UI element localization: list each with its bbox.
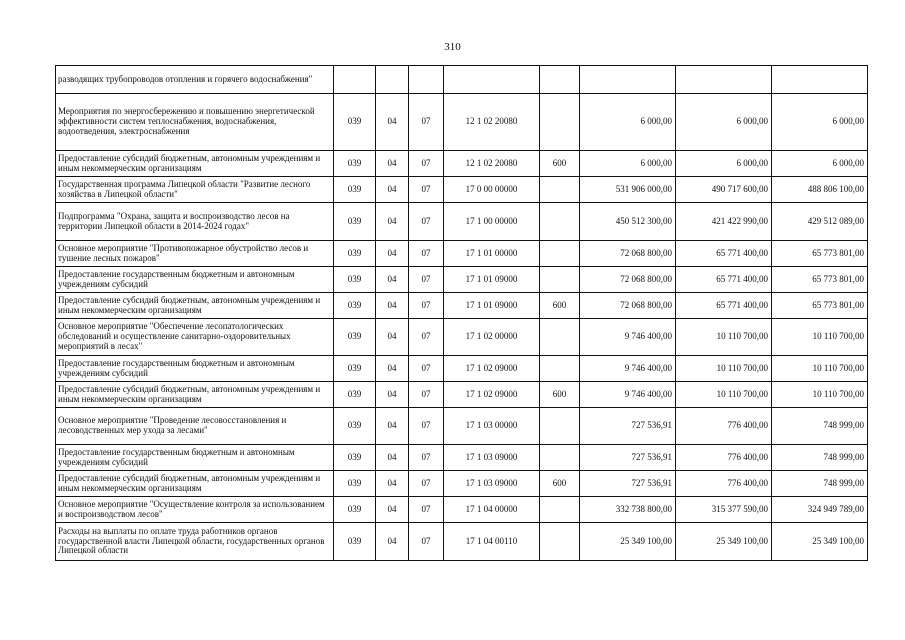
row-expense-type <box>540 203 580 241</box>
row-section-code: 04 <box>376 177 409 203</box>
row-expense-type <box>540 267 580 293</box>
row-expense-type: 600 <box>540 151 580 177</box>
row-section-code: 04 <box>376 267 409 293</box>
row-target-article: 17 1 03 09000 <box>444 471 540 497</box>
row-sum-year-3: 10 110 700,00 <box>772 382 868 408</box>
row-ministry-code: 039 <box>334 497 376 523</box>
row-ministry-code: 039 <box>334 203 376 241</box>
table-row <box>56 382 868 408</box>
row-ministry-code: 039 <box>334 94 376 151</box>
row-name: Предоставление государственным бюджетным и автономным учреждениям субсидий <box>56 267 334 293</box>
table-row <box>56 293 868 319</box>
row-sum-year-1: 9 746 400,00 <box>580 356 676 382</box>
row-sum-year-1: 727 536,91 <box>580 471 676 497</box>
row-name: Предоставление субсидий бюджетным, автономным учреждениям и иным некоммерческим организациям <box>56 382 334 408</box>
row-name: Предоставление субсидий бюджетным, автономным учреждениям и иным некоммерческим организациям <box>56 151 334 177</box>
row-sum-year-1: 72 068 800,00 <box>580 293 676 319</box>
row-subsection-code <box>409 66 444 94</box>
row-name: Предоставление субсидий бюджетным, автономным учреждениям и иным некоммерческим организациям <box>56 293 334 319</box>
row-sum-year-2: 10 110 700,00 <box>676 319 772 356</box>
row-sum-year-2: 315 377 590,00 <box>676 497 772 523</box>
row-sum-year-3: 748 999,00 <box>772 408 868 445</box>
row-sum-year-1: 727 536,91 <box>580 408 676 445</box>
row-sum-year-1: 727 536,91 <box>580 445 676 471</box>
row-sum-year-1: 6 000,00 <box>580 151 676 177</box>
row-name: Подпрограмма "Охрана, защита и воспроизводство лесов на территории Липецкой области в 2014-2024 годах" <box>56 203 334 241</box>
row-section-code: 04 <box>376 293 409 319</box>
table-row <box>56 497 868 523</box>
row-subsection-code: 07 <box>409 382 444 408</box>
row-sum-year-2: 6 000,00 <box>676 94 772 151</box>
row-sum-year-1: 9 746 400,00 <box>580 382 676 408</box>
row-sum-year-1: 531 906 000,00 <box>580 177 676 203</box>
row-name: Основное мероприятие "Осуществление контроля за использованием и воспроизводством лесов" <box>56 497 334 523</box>
row-name: Основное мероприятие "Проведение лесовосстановления и лесоводственных мер ухода за лесами" <box>56 408 334 445</box>
row-subsection-code: 07 <box>409 267 444 293</box>
row-sum-year-2: 776 400,00 <box>676 445 772 471</box>
row-sum-year-1: 450 512 300,00 <box>580 203 676 241</box>
row-section-code: 04 <box>376 408 409 445</box>
row-section-code: 04 <box>376 497 409 523</box>
row-section-code: 04 <box>376 241 409 267</box>
row-ministry-code: 039 <box>334 445 376 471</box>
row-sum-year-2: 65 771 400,00 <box>676 241 772 267</box>
row-sum-year-3: 6 000,00 <box>772 94 868 151</box>
table-row <box>56 471 868 497</box>
row-target-article: 17 1 01 09000 <box>444 267 540 293</box>
table-row <box>56 94 868 151</box>
row-name: Основное мероприятие "Обеспечение лесопатологических обследований и осуществление санитарно-оздоровительных мероприятий в лесах" <box>56 319 334 356</box>
table-row <box>56 66 868 94</box>
row-sum-year-3: 65 773 801,00 <box>772 267 868 293</box>
row-subsection-code: 07 <box>409 471 444 497</box>
row-target-article <box>444 66 540 94</box>
row-sum-year-2: 6 000,00 <box>676 151 772 177</box>
row-sum-year-1: 332 738 800,00 <box>580 497 676 523</box>
table-row <box>56 151 868 177</box>
row-sum-year-2: 10 110 700,00 <box>676 382 772 408</box>
row-ministry-code: 039 <box>334 319 376 356</box>
row-sum-year-1: 72 068 800,00 <box>580 241 676 267</box>
row-section-code: 04 <box>376 471 409 497</box>
row-section-code: 04 <box>376 151 409 177</box>
row-expense-type <box>540 66 580 94</box>
row-sum-year-2: 65 771 400,00 <box>676 293 772 319</box>
row-target-article: 17 1 02 09000 <box>444 382 540 408</box>
row-target-article: 17 1 02 09000 <box>444 356 540 382</box>
row-target-article: 17 1 03 09000 <box>444 445 540 471</box>
row-ministry-code: 039 <box>334 241 376 267</box>
row-subsection-code: 07 <box>409 445 444 471</box>
row-sum-year-3: 748 999,00 <box>772 445 868 471</box>
row-target-article: 17 1 04 00000 <box>444 497 540 523</box>
row-sum-year-2 <box>676 66 772 94</box>
row-expense-type <box>540 523 580 561</box>
row-expense-type: 600 <box>540 293 580 319</box>
row-ministry-code: 039 <box>334 382 376 408</box>
row-sum-year-3: 488 806 100,00 <box>772 177 868 203</box>
row-ministry-code: 039 <box>334 267 376 293</box>
row-target-article: 17 1 01 09000 <box>444 293 540 319</box>
row-section-code: 04 <box>376 319 409 356</box>
row-ministry-code: 039 <box>334 408 376 445</box>
row-expense-type <box>540 177 580 203</box>
table-row <box>56 177 868 203</box>
row-sum-year-3: 324 949 789,00 <box>772 497 868 523</box>
row-sum-year-3: 65 773 801,00 <box>772 293 868 319</box>
row-name: Мероприятия по энергосбережению и повышению энергетической эффективности систем теплоснабжения, водоснабжения, водоотведения, электроснабжения <box>56 94 334 151</box>
row-name: Предоставление субсидий бюджетным, автономным учреждениям и иным некоммерческим организациям <box>56 471 334 497</box>
row-sum-year-3: 10 110 700,00 <box>772 319 868 356</box>
row-subsection-code: 07 <box>409 241 444 267</box>
table-row <box>56 356 868 382</box>
row-section-code: 04 <box>376 523 409 561</box>
row-sum-year-2: 421 422 990,00 <box>676 203 772 241</box>
row-expense-type <box>540 497 580 523</box>
row-sum-year-3 <box>772 66 868 94</box>
row-expense-type <box>540 445 580 471</box>
row-sum-year-2: 65 771 400,00 <box>676 267 772 293</box>
row-subsection-code: 07 <box>409 94 444 151</box>
row-sum-year-2: 25 349 100,00 <box>676 523 772 561</box>
row-subsection-code: 07 <box>409 523 444 561</box>
row-sum-year-2: 10 110 700,00 <box>676 356 772 382</box>
row-sum-year-3: 10 110 700,00 <box>772 356 868 382</box>
row-subsection-code: 07 <box>409 151 444 177</box>
row-ministry-code: 039 <box>334 471 376 497</box>
row-expense-type: 600 <box>540 471 580 497</box>
row-sum-year-1: 9 746 400,00 <box>580 319 676 356</box>
row-target-article: 17 1 04 00110 <box>444 523 540 561</box>
row-expense-type: 600 <box>540 382 580 408</box>
row-sum-year-3: 65 773 801,00 <box>772 241 868 267</box>
table-row <box>56 267 868 293</box>
table-row <box>56 319 868 356</box>
row-sum-year-3: 25 349 100,00 <box>772 523 868 561</box>
row-target-article: 12 1 02 20080 <box>444 151 540 177</box>
row-subsection-code: 07 <box>409 319 444 356</box>
row-sum-year-3: 748 999,00 <box>772 471 868 497</box>
row-name: Расходы на выплаты по оплате труда работников органов государственной власти Липецкой области, государственных органов Липецкой области <box>56 523 334 561</box>
row-ministry-code: 039 <box>334 356 376 382</box>
row-sum-year-1 <box>580 66 676 94</box>
row-target-article: 17 1 01 00000 <box>444 241 540 267</box>
row-subsection-code: 07 <box>409 408 444 445</box>
row-sum-year-3: 429 512 089,00 <box>772 203 868 241</box>
row-target-article: 12 1 02 20080 <box>444 94 540 151</box>
page-number: 310 <box>444 41 461 53</box>
row-sum-year-2: 776 400,00 <box>676 408 772 445</box>
table-row <box>56 203 868 241</box>
row-expense-type <box>540 356 580 382</box>
table-row <box>56 445 868 471</box>
row-name: Предоставление государственным бюджетным и автономным учреждениям субсидий <box>56 445 334 471</box>
row-sum-year-1: 6 000,00 <box>580 94 676 151</box>
row-subsection-code: 07 <box>409 497 444 523</box>
row-section-code: 04 <box>376 203 409 241</box>
row-ministry-code: 039 <box>334 177 376 203</box>
table-row <box>56 408 868 445</box>
row-subsection-code: 07 <box>409 293 444 319</box>
row-subsection-code: 07 <box>409 356 444 382</box>
row-sum-year-2: 776 400,00 <box>676 471 772 497</box>
row-name: Государственная программа Липецкой области "Развитие лесного хозяйства в Липецкой области" <box>56 177 334 203</box>
table-row <box>56 241 868 267</box>
row-section-code: 04 <box>376 94 409 151</box>
budget-table <box>55 65 868 561</box>
row-subsection-code: 07 <box>409 203 444 241</box>
row-name: разводящих трубопроводов отопления и горячего водоснабжения" <box>56 66 334 94</box>
row-name: Основное мероприятие "Противопожарное обустройство лесов и тушение лесных пожаров" <box>56 241 334 267</box>
row-sum-year-3: 6 000,00 <box>772 151 868 177</box>
row-expense-type <box>540 94 580 151</box>
row-ministry-code: 039 <box>334 523 376 561</box>
row-ministry-code: 039 <box>334 151 376 177</box>
row-expense-type <box>540 241 580 267</box>
row-expense-type <box>540 319 580 356</box>
row-sum-year-1: 25 349 100,00 <box>580 523 676 561</box>
row-name: Предоставление государственным бюджетным и автономным учреждениям субсидий <box>56 356 334 382</box>
row-sum-year-2: 490 717 600,00 <box>676 177 772 203</box>
row-target-article: 17 1 00 00000 <box>444 203 540 241</box>
row-target-article: 17 1 03 00000 <box>444 408 540 445</box>
row-section-code <box>376 66 409 94</box>
row-section-code: 04 <box>376 356 409 382</box>
row-target-article: 17 1 02 00000 <box>444 319 540 356</box>
row-ministry-code <box>334 66 376 94</box>
row-target-article: 17 0 00 00000 <box>444 177 540 203</box>
row-expense-type <box>540 408 580 445</box>
row-section-code: 04 <box>376 445 409 471</box>
row-ministry-code: 039 <box>334 293 376 319</box>
row-sum-year-1: 72 068 800,00 <box>580 267 676 293</box>
table-row <box>56 523 868 561</box>
row-subsection-code: 07 <box>409 177 444 203</box>
row-section-code: 04 <box>376 382 409 408</box>
